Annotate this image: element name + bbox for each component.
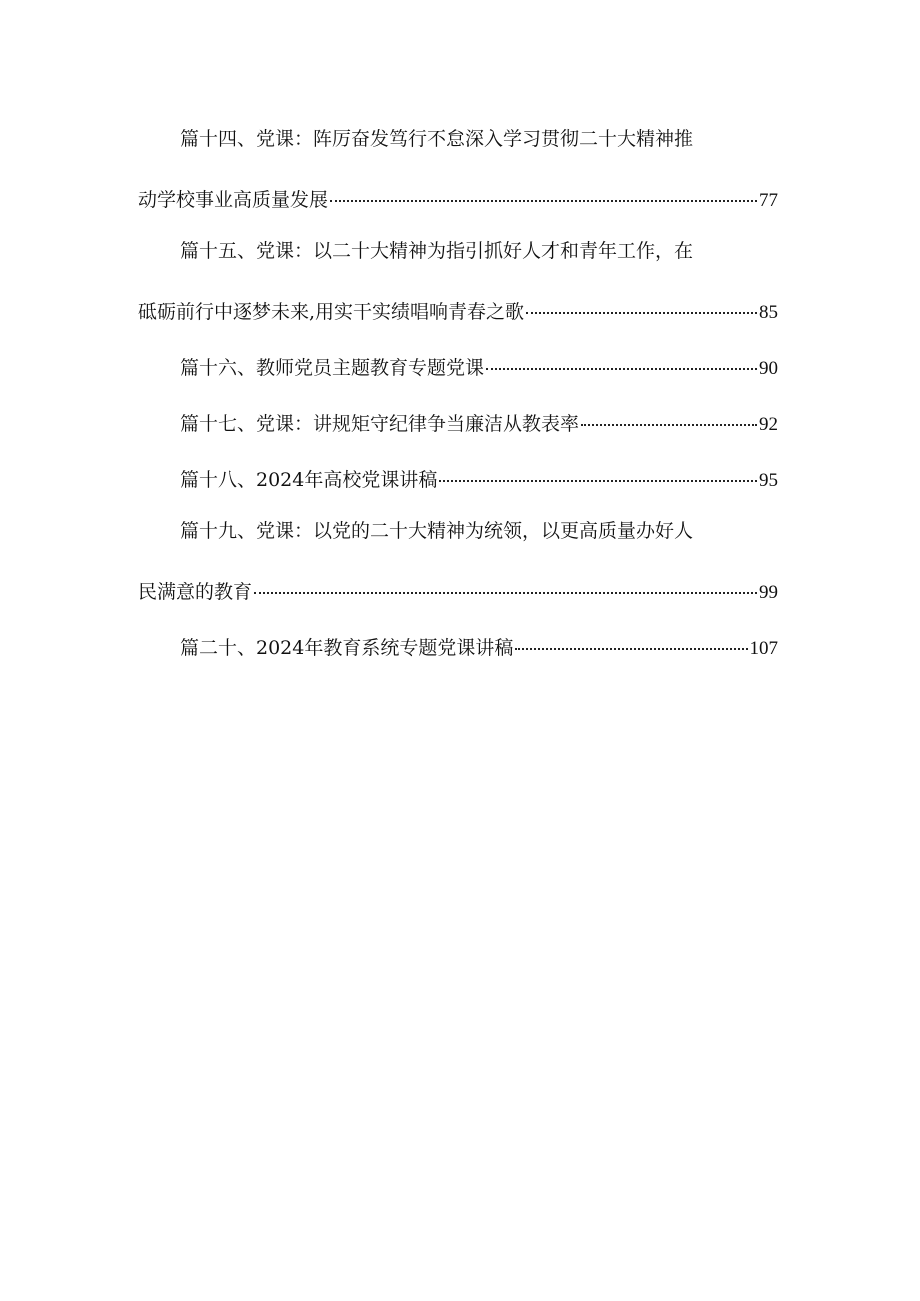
toc-page-number: 77 (759, 190, 778, 211)
toc-entry[interactable] (138, 520, 778, 603)
toc-entry-title: 篇十九、党课：以党的二十大精神为统领，以更高质量办好人 (180, 520, 694, 542)
toc-entry-continuation-line (138, 576, 778, 603)
toc-entry-title-line (138, 128, 778, 150)
toc-entry-title-continuation: 动学校事业高质量发展 (138, 189, 329, 211)
toc-entry-title-line (138, 408, 778, 435)
toc-entry-title-line (138, 632, 778, 659)
toc-leader-dots (515, 632, 747, 654)
toc-entry-title-continuation: 砥砺前行中逐梦未来,用实干实绩唱响青春之歌 (138, 301, 525, 323)
toc-entry-title-line (138, 520, 778, 542)
toc-entry-title-continuation: 民满意的教育 (138, 581, 253, 603)
toc-entry-title: 篇十七、党课：讲规矩守纪律争当廉洁从教表率 (180, 413, 580, 435)
toc-entry[interactable] (138, 408, 778, 435)
table-of-contents (138, 128, 778, 659)
toc-leader-dots (330, 184, 757, 206)
toc-page-number: 99 (759, 582, 778, 603)
toc-entry-title: 篇十八、2024年高校党课讲稿 (180, 469, 438, 491)
toc-page-number: 95 (759, 470, 778, 491)
toc-entry[interactable] (138, 632, 778, 659)
toc-entry[interactable] (138, 128, 778, 211)
toc-leader-dots (439, 464, 757, 486)
toc-entry-title-line (138, 352, 778, 379)
toc-leader-dots (254, 576, 757, 598)
toc-entry-title: 篇十四、党课：阵厉奋发笃行不怠深入学习贯彻二十大精神推 (180, 128, 694, 150)
toc-leader-dots (581, 408, 757, 430)
toc-page-number: 107 (749, 638, 778, 659)
toc-entry[interactable] (138, 352, 778, 379)
toc-entry-title: 篇十五、党课：以二十大精神为指引抓好人才和青年工作，在 (180, 240, 694, 262)
toc-entry-continuation-line (138, 184, 778, 211)
toc-leader-dots (526, 296, 757, 318)
toc-page-number: 85 (759, 302, 778, 323)
toc-entry-title-line (138, 464, 778, 491)
toc-entry-title: 篇十六、教师党员主题教育专题党课 (180, 357, 485, 379)
toc-entry[interactable] (138, 464, 778, 491)
toc-entry-title: 篇二十、2024年教育系统专题党课讲稿 (180, 637, 514, 659)
toc-entry-title-line (138, 240, 778, 262)
toc-entry-continuation-line (138, 296, 778, 323)
toc-page-number: 90 (759, 358, 778, 379)
toc-leader-dots (486, 352, 757, 374)
toc-entry[interactable] (138, 240, 778, 323)
toc-page-number: 92 (759, 414, 778, 435)
